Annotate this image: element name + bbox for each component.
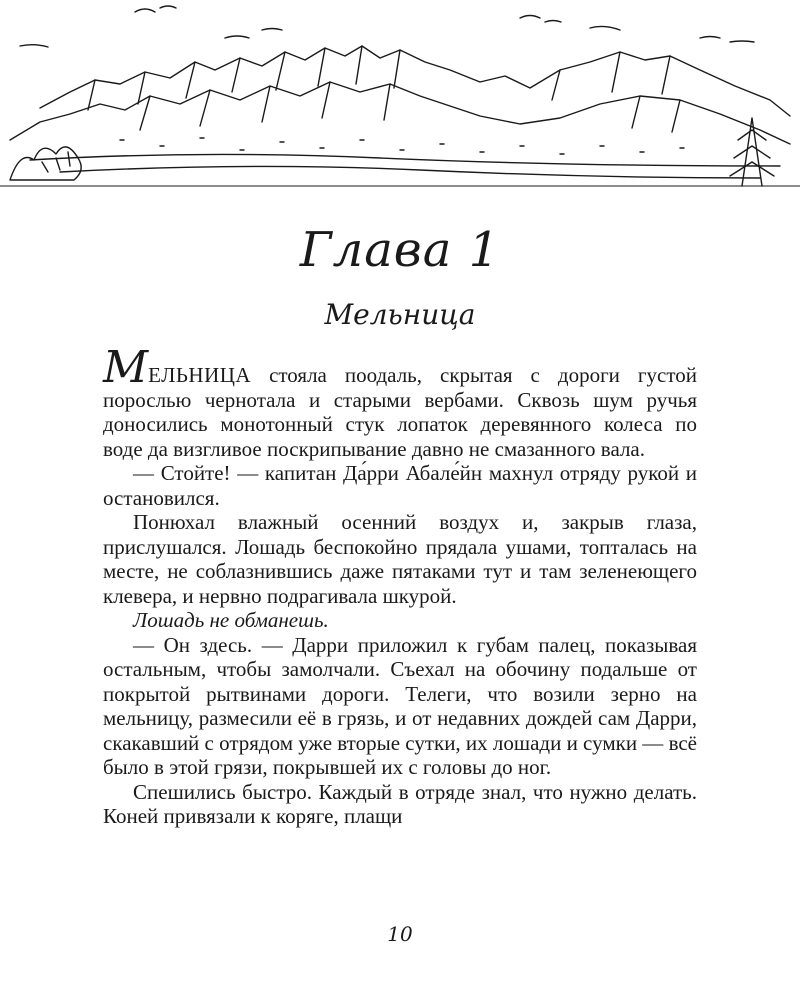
paragraph-1-caps: ЕЛЬНИЦА xyxy=(148,363,252,387)
paragraph-4: Лошадь не обманешь. xyxy=(133,608,329,632)
body-text xyxy=(103,342,697,829)
paragraph-6: Спешились быстро. Каждый в отряде знал, что нужно делать. Коней привязали к коряге, плащи xyxy=(103,779,697,828)
page-number: 10 xyxy=(387,922,413,946)
mountain-landscape-illustration xyxy=(0,0,800,200)
paragraph-5: — Он здесь. — Дарри приложил к губам палец, показывая остальным, чтобы замолчали. Съехал на обочину подальше от покрытой рытвинами дороги. Телеги, что возили зерно на мельницу, размесили её в грязь, и от недавних дождей сам Дарри, скакавший с отрядом уже вторые сутки, их лошади и сумки — всё было в этой грязи, покрывшей их с головы до ног. xyxy=(103,632,697,779)
chapter-subtitle: Мельница xyxy=(324,298,476,331)
drop-cap: М xyxy=(103,342,149,393)
chapter-title: Глава 1 xyxy=(299,222,501,278)
paragraph-2: — Стойте! — капитан Да́рри Абале́йн махнул отряду рукой и остановился. xyxy=(103,461,697,510)
paragraph-1 xyxy=(103,342,697,461)
paragraph-1-text: стояла поодаль, скрытая с дороги густой порослью чернотала и старыми вербами. Сквозь шум ручья доносились монотонный стук лопаток деревянного колеса по воде да визгливое поскрипывание давно не смазанного вала. xyxy=(103,363,697,461)
paragraph-3: Понюхал влажный осенний воздух и, закрыв глаза, прислушался. Лошадь беспокойно прядала ушами, топталась на месте, не соблазнившись даже пятаками тут и там зеленеющего клевера, и нервно подрагивала шкурой. xyxy=(103,510,697,608)
